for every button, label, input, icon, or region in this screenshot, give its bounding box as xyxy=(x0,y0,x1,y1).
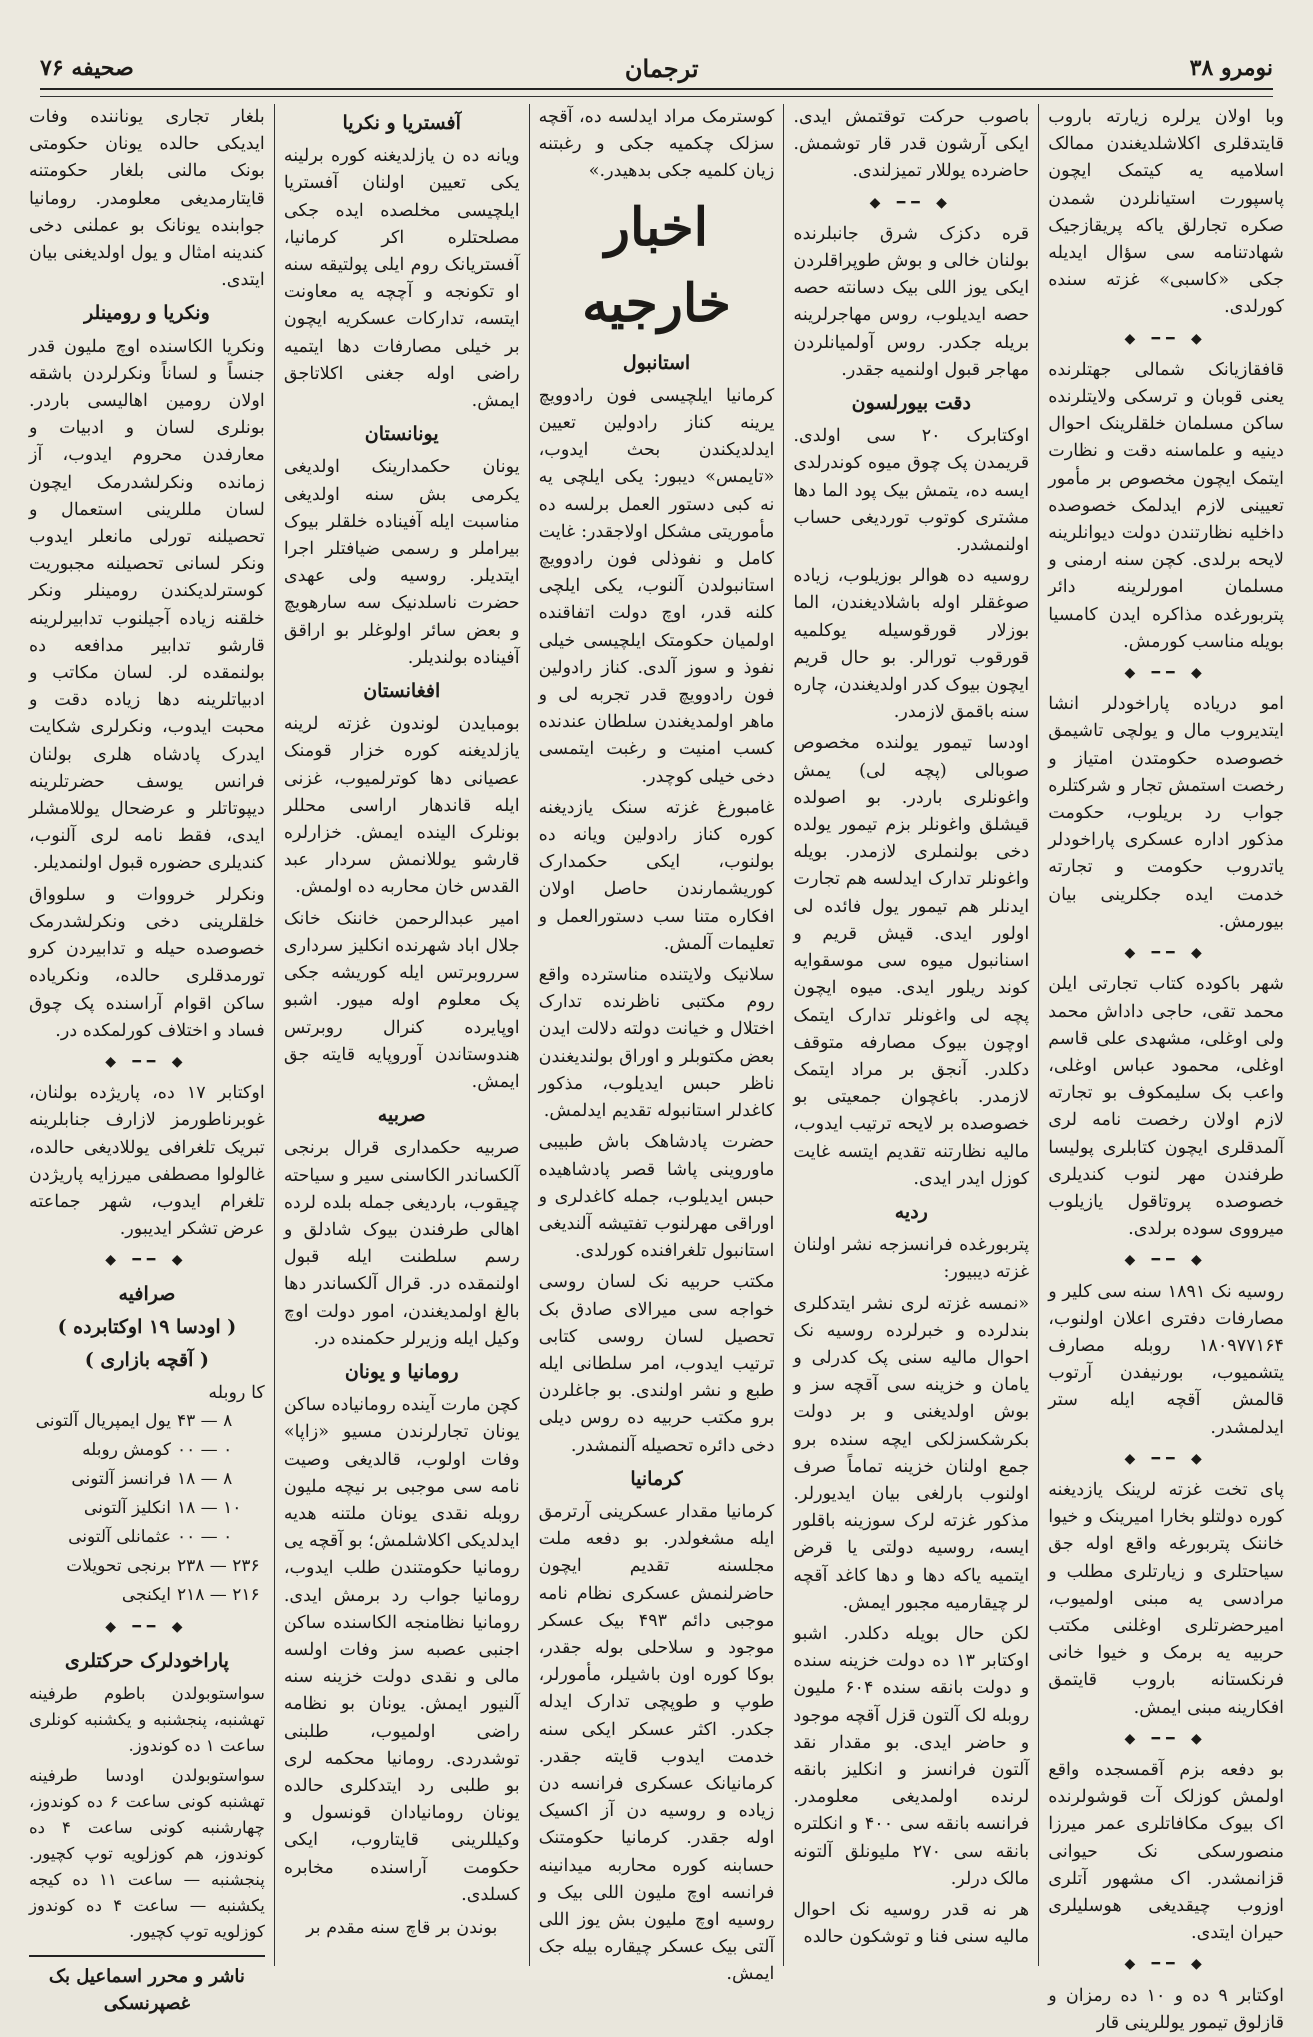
rate-name: کومش روبله xyxy=(82,1440,172,1461)
paragraph: سلانیک ولایتنده مناسترده واقع روم مکتبی ناظرنده تدارک اختلال و خیانت دولته دلالت ایدن بعض مکتوبلر و اوراق بولندیغندن ناظر حبس ایدیلوب، مذکور کاغدلر استانبوله تقدیم ایدلمش. xyxy=(538,965,775,1122)
paragraph: کرمانیا مقدار عسکرینی آرترمق ایله مشغولدر. بو دفعه ملت مجلسنه تقدیم ایچون حاضرلنمش عسکری نظام نامه موجبی دائم ۴۹۳ بیک عسکر موجود و سلاحلی بوله جقدر، بوکا کوره اون باشیلر، مأمورلر، طوپ و طوپچی تدارک ایدله جکدر. اکثر عسکر ایکی سنه خدمت ایدوب قایته جقدر. کرمانیانک عسکری فرانسه دن زیاده و روسیه دن آز اکسیک اوله جقدر. کرمانیا حکومتنک حسابنه کوره محاربه میدانینه فرانسه اوچ ملیون اللی بیک و روسیه اوچ ملیون بش یوز اللی آلتی بیک عسکر چیقاره بیله جک ایمش. xyxy=(538,1501,775,1985)
issue-number: نومرو ۳۸ xyxy=(1189,55,1273,81)
paragraph: پای تخت غزته لرینک یازدیغنه کوره دولتلو بخارا امیرینک و خیوا خاننک پتربورغه واقع اوله جق سیاحتلری و زیارتلری مطلب و مرادسی یه مبنی اولمیوب، امیرحضرتلری اوغلنی مکتب حربیه یه برمک و خیوا خانی فرنکستانه باروب قایتمق افکارینه مبنی ایمش. xyxy=(1048,1479,1284,1718)
separator: ◆ ━━ ◆ xyxy=(1124,1450,1208,1467)
table-row xyxy=(29,1523,265,1552)
separator: ◆ ━━ ◆ xyxy=(1124,1956,1208,1973)
paragraph: کچن مارت آینده رومانیاده ساکن یونان تجارلرندن مسیو «زاپا» وفات اولوب، قالدیغی وصیت نامه سی موجبی بر نیچه ملیون روبله نقدی یونان ملتنه هدیه ایدلدیکی اکلاشلمش؛ بو آقچه یی رومانیا حکومتندن طلب ایدوب، رومانیا جواب رد برمش ایدی. رومانیا نظامنجه الکاسنده ساکن اجنبی عصبه سز وفات اولسه مالی و نقدی دولت خزینه سنه آلنیور ایمش. یونان بو نظامه راضی اولمیوب، طلبنی توشدردی. رومانیا محکمه لری بو طلبی رد ایتدکلری حالده یونان رومانیادان قونسول و وکیللرینی قایتاروب، ایکی حکومت آراسنده مخابره کسلدی. xyxy=(283,1395,520,1905)
paragraph: هر نه قدر روسیه نک احوال مالیه سنی فنا و توشکون حالده xyxy=(793,1900,1030,1948)
paragraph: شهر باکوده کتاب تجارتی ایلن محمد تقی، حاجی داداش محمد ولی اوغلی، مشهدی علی قاسم اوغلی، محمود عباس اوغلی، واعب بک سلیمکوف بو تجارته لازم اولان رخصت نامه لری آلمدقلری ایچون کتابلری پولیسا طرفندن مهر لنوب کندیلری خصوصده پروتاقول یازیلوب میرووی سوده برلدی. xyxy=(1048,974,1284,1240)
section-headline: اخبار خارجیه xyxy=(582,196,731,334)
paragraph: قره دکزک شرق جانبلرنده بولنان خالی و بوش طوپراقلردن ایکی یوز اللی بیک دسانته حصه حصه ایدیلوب، روس مهاجرلرینه بریله جکدر. روس آولمیانلردن مهاجر قبول اولنمیه جقدر. xyxy=(793,223,1030,380)
table-row xyxy=(29,1407,265,1436)
paragraph: مکتب حربیه نک لسان روسی خواجه سی میرالای صادق بک تحصیل لسان روسی کتابی ترتیب ایدوب، امر سلطانی ایله طبع و نشر اولندی. بو جاغلردن برو مکتب حربیه ده روس دیلی دخی دائره تحصیله آلنمشدر. xyxy=(538,1272,775,1456)
paragraph: پتربورغده فرانسزجه نشر اولنان غزته دیبیور: xyxy=(793,1235,1030,1283)
paragraph: قافقازیانک شمالی جهتلرنده یعنی قوبان و ترسکی ولایتلرنده ساکن مسلمان خلقلرینک احوال دینیه و علماسنه دقت و نظارت ایتمک ایچون مخصوص بر مأمور تعیینی لازم ایدلمک خصوصده داخلیه نظارتندن دولت دیوانلرینه لایحه برلدی. کچن سنه ارمنی و مسلمان امورلرینه دائر پتربورغده مذاکره ایدن کامسیا بویله مناسب کورمش. xyxy=(1048,359,1284,652)
column-5 xyxy=(20,104,274,2014)
section-heading: دقت بیورلسون xyxy=(851,392,971,415)
section-heading: آفستریا و نکریا xyxy=(342,112,461,134)
rate-value: ۲۳۸ — ۲۳۶ xyxy=(177,1556,260,1577)
page-number: صحیفه ۷۶ xyxy=(40,55,134,81)
paragraph: صربیه حکمداری قرال برنجی آلکساندر الکاسنی سیر و سیاحته چیقوب، باردیغی جمله بلده لرده اهالی طرفندن بیوک شادلق و رسم سلطنت ایله قبول اولنمقده در. قرال آلکساندر دها بالغ اولمدیغندن، امور دولت اوچ وکیل ایله وزیرلر حکمنده در. xyxy=(283,1138,520,1349)
table-row xyxy=(29,1494,265,1523)
paragraph: سواستوبولدن اودسا طرفینه تهشنبه کونی ساعت ۶ ده کوندوز، چهارشنبه کونی ساعت ۴ ده کوندوز، هم کوزلویه توپ کچیور. پنجشنبه — ساعت ۱۱ ده کیجه یکشنبه — ساعت ۴ ده کوندوز کوزلویه توپ کچیور. xyxy=(29,1765,265,1941)
separator: ◆ ━━ ◆ xyxy=(1124,945,1208,962)
paragraph: «نمسه غزته لری نشر ایتدکلری بندلرده و خبرلرده روسیه نک احوال مالیه سنی پک کدرلی و یامان و خزینه سی آقچه سز و بوش اولدیغنی و بر دولت بکرشکسزلکی ایچه سنده برو جمع اولنان خزینه تماماً صرف اولنوب بارلغی بیان ایدیورلر. مذکور غزته لرک سوزینه باقلور ایسه، روسیه دولتی یا قرض ایتمیه یاکه دها و دها کاغد آقچه لر چیقارمیه مجبور ایمش. xyxy=(793,1293,1030,1613)
paragraph: امو دریاده پاراخودلر انشا ایتدیروب مال و یولچی تاشیمق خصوصده حکومتدن امتیاز و رخصت استمش تجار و شرکتلره جواب رد بریلوب، حکومت مذکور اداره عسکری پاراخودلر یاتدروب حکومت و تجارته خدمت ایده جکلرینی بیان بیورمش. xyxy=(1048,694,1284,932)
section-heading: صرافیه xyxy=(118,1282,176,1305)
separator: ◆ ━━ ◆ xyxy=(1124,1730,1208,1747)
paragraph: کوسترمک مراد ایدلسه ده، آقچه سزلک چکمیه جکی و رغبتنه زیان کلمیه جکی بدهیدر.» xyxy=(538,107,775,182)
table-row xyxy=(29,1436,265,1465)
separator: ◆ ━━ ◆ xyxy=(1124,1252,1208,1269)
paragraph: لکن حال بویله دکلدر. اشبو اوکتابر ۱۳ ده دولت خزینه سنده و دولت بانقه سنده ۶۰۴ ملیون روبله لک آلتون قزل آقچه موجود و حاضر ایدی. بو مقدار نقد آلتون فرانسز و انکلیز بانقه لرنده اولمدیغی معلومدر. فرانسه بانقه سی ۴۰۰ و انکلتره بانقه سی ۲۷۰ ملیونلق آلتونه مالک درلر. xyxy=(793,1623,1030,1889)
rate-name: یول ایمپریال آلتونی xyxy=(35,1411,172,1432)
section-heading: یونانستان xyxy=(364,423,439,446)
columns xyxy=(20,104,1293,2033)
rate-value: ۱۸ — ۱۰ xyxy=(177,1498,242,1519)
paragraph: بومبایدن لوندون غزته لرینه یازلدیغنه کوره خزار قومنک عصیانی دها کوترلمیوب، غزنی ایله قاندهار اراسی محللر بونلرک الینده ایمش. خزارلره قارشو یوللانمش سردار عبد القدس خان محاربه ده اولمش. xyxy=(283,714,520,898)
header-rule-thin xyxy=(40,96,1273,97)
paragraph: کرمانیا ایلچیسی فون رادوویچ یرینه کناز رادولین تعیین ایدلدیکندن بحث ایدوب، «تایمس» دیبور: یکی ایلچی یه نه کبی دستور العمل برلسه ده مأموریتی مشکل اولاجقدر: غایت کامل و نفوذلی فون رادوویچ استانبولدن آلنوب، یکی ایلچی کلنه قدر، اوچ دولت اتفاقنده اولمیان حکومتک ایلچیسی خیلی نفوذ و سوز آلدی. کناز رادولین فون رادوویچ قدر تجربه لی و ماهر اولمدیغندن سلطان عندنده کسب امنیت و رغبت ایتمسی دخی خیلی کوچدر. xyxy=(538,385,775,787)
rate-name: ایکنجی xyxy=(121,1585,172,1606)
column-4 xyxy=(274,104,529,1966)
section-heading: افغانستان xyxy=(363,680,441,703)
publisher-imprint: ناشر و محرر اسماعیل بک غصپرنسکی xyxy=(29,1955,265,2017)
column-1 xyxy=(1038,104,1293,2033)
paragraph: یونان حکمدارینک اولدیغی یکرمی بش سنه اولدیغی مناسبت ایله آفیناده خلقلر بیوک بیراملر و رسمی ضیافتلر اجرا ایتدیلر. روسیه ولی عهدی حضرت ناسلدنیک سه سارهویچ و بعض سائر اولوغلر بو اراقق آفیناده بولندیلر. xyxy=(283,457,520,668)
paragraph: غامبورغ غزته سنک یازدیغنه کوره کناز رادولین ویانه ده بولنوب، ایکی حکمدارک کوریشمارندن حاصل اولان افکاره متنا سب دستورالعمل و تعلیمات آلمش. xyxy=(538,797,775,954)
table-row xyxy=(29,1552,265,1581)
paragraph: ونکرلر خرووات و سلوواق خلقلرینی دخی ونکرلشدرمک خصوصده حیله و تدابیردن کرو تورمدقلری حالده، ونکریاده ساکن اقوام آراسنده پک چوق فساد و اختلاف کورلمکده در. xyxy=(29,884,265,1041)
section-heading: رومانیا و یونان xyxy=(344,1360,459,1383)
table-row xyxy=(29,1465,265,1494)
section-heading: پاراخودلرک حرکتلری xyxy=(64,1649,229,1672)
paragraph: روسیه نک ۱۸۹۱ سنه سی کلیر و مصارفات دفتری اعلان اولنوب، ۱۸۰۹۷۷۱۶۴ روبله مصارف یتشمیوب، بورنیفدن آرتوب قالمش آقچه ایله ستر ایدلمشدر. xyxy=(1048,1281,1284,1438)
page-header xyxy=(40,48,1273,88)
newspaper-title: ترجمان xyxy=(624,53,699,83)
paragraph: باصوب حرکت توقتمش ایدی. ایکی آرشون قدر قار توشمش. حاضرده یوللار تمیزلندی. xyxy=(793,107,1030,182)
rates-unit: کا روبله xyxy=(208,1383,265,1404)
paragraph: حضرت پادشاهک باش طبیبی ماوروینی پاشا قصر پادشاهیده حبس ایدیلوب، جمله کاغدلری و اوراقی مهرلنوب تفتیشه آلندیغی استانبول تلغرافنده کورلدی. xyxy=(538,1132,775,1262)
rates-date: ( اودسا ۱۹ اوکتابرده ) xyxy=(57,1315,237,1338)
table-row xyxy=(29,1581,265,1610)
footer-line: بوندن بر قاچ سنه مقدم بر xyxy=(306,1918,498,1938)
rate-value: ۱۸ — ۸ xyxy=(177,1469,233,1490)
paragraph: بلغار تجاری یوناننده وفات ایدیکی حالده یونان حکومتی بونک مالنی بلغار حکومتنه قایتارمدیغی معلومدر. رومانیا جوابنده یونانک بو عملنی دخی کندینه امثال و یول اولدیغنی بیان ایتدی. xyxy=(29,107,265,291)
separator: ◆ ━━ ◆ xyxy=(1124,665,1208,682)
section-heading: صربیه xyxy=(377,1104,426,1127)
paragraph: وبا اولان یرلره زیارته باروب قایتدقلری اکلاشلدیغندن ممالک اسلامیه یه کیتمک ایچون پاسپورت استیانلردن شمدن صکره تجارلق یاکه پریقازجیک شهادتنامه سی سؤال ایدیله جکی «کاسبی» غزته سنده کورلدی. xyxy=(1048,107,1284,318)
section-heading: کرمانیا xyxy=(630,1467,683,1490)
rate-name: برنجی تحویلات xyxy=(66,1556,172,1577)
paragraph: اوکتابر ۱۷ ده، پاریژده بولنان، غوبرناطورمز لازارف جنابلرینه تبریک تلغرافی یوللادیغی حالده، غالولوا مصطفی میرزایه پاریژدن تلغرام ایدوب، شهر جماعته عرض تشکر ایدیبور. xyxy=(29,1083,265,1240)
separator: ◆ ━━ ◆ xyxy=(105,1053,189,1070)
rate-value: ۰۰ — ۰ xyxy=(177,1527,233,1548)
rate-name: فرانسز آلتونی xyxy=(71,1469,172,1490)
paragraph: بو دفعه بزم آقمسجده واقع اولمش کوزلک آت قوشولرنده اک بیوک مکافاتلری عمر میرزا منصورسکی نک حیوانی قزانمشدر. اک مشهور آتلری اوزوب چیقدیغی هوسلیلری حیران ایتدی. xyxy=(1048,1759,1284,1944)
paragraph: ویانه ده ن یازلدیغنه کوره برلینه یکی تعیین اولنان آفستریا ایلچیسی مخلصده ایده جکی مصلحتلره اکر کرمانیا، آفستریانک روم ایلی پولتیقه سنه او تکونجه و آچچه یه معاونت ایتسه، تدارکات عسکریه ایچون بر خیلی مصارفات دها ایتمیه راضی اوله جغنی اکلاتاجق ایمش. xyxy=(283,146,520,412)
paragraph: اوکتابرک ۲۰ سی اولدی. قریمدن پک چوق میوه کوندرلدی ایسه ده، یتمش بیک پود الما دها مشتری کوتوب توردیغی حساب اولنمشدر. xyxy=(793,426,1030,556)
paragraph: امیر عبدالرحمن خاننک خانک جلال اباد شهرنده انکلیز سرداری سرروبرتس ایله کوریشه جکی پک معلوم اوله میور. اشبو اوپایرده کنرال روبرتس هندوستاندن آوروپایه قایته جق ایمش. xyxy=(283,908,520,1092)
rate-value: ۴۳ — ۸ xyxy=(177,1411,233,1432)
column-3 xyxy=(529,104,784,1985)
separator: ◆ ━━ ◆ xyxy=(1124,330,1208,347)
exchange-rates-table xyxy=(29,1407,265,1610)
paragraph: اودسا تیمور یولنده مخصوص صوبالی (پچه لی) یمش واغونلری باردر. بو اصولده قیشلق واغونلر بزم تیمور یولده دخی بولنملری لازمدر. بویله واغونلر تدارک ایدلسه هم تجارت ایدنلر هم تیمور یول فائده لی اولور ایدی. قیش قریم و اسنانبول میوه سی موسقوایه کوند ریلور ایدی. میوه ایچون پچه لی واغونلر تدارک ایتمک اوچون بیوک مصارفه متوقف دکلدر. آنجق بر مراد ایتمک لازمدر. باغچوان جمعیتی بو خصوصده بر لایحه ترتیب ایدوب، مالیه نظارتنه تقدیم ایتسه غایت کوزل ایدر ایدی. xyxy=(793,733,1030,1189)
column-2 xyxy=(783,104,1038,1966)
rate-name: انکلیز آلتونی xyxy=(83,1498,172,1519)
rate-value: ۰۰ — ۰ xyxy=(177,1440,233,1461)
paragraph: سواستوبولدن باطوم طرفینه تهشنبه، پنجشنبه و یکشنبه کونلری ساعت ۱ ده کوندوز. xyxy=(29,1683,265,1755)
section-heading: استانبول xyxy=(622,351,691,374)
paragraph: ونکریا الکاسنده اوچ ملیون قدر جنساً و لساناً ونکرلردن باشقه اولان رومین اهالیسی باردر. بونلری لسان و ادبیات و معارفدن محروم ایدوب، آز زمانده ونکرلشدرمک ایچون لسان مللرینی استعمال و تحصیلنه تورلی مانعلر ایدوب ونکر لسانی تحصیلنه مجبوریت کوسترلدیکندن رومینلر ونکر خلقنه زیاده آجیلنوب تدابیرلرینه قارشو تدابیر مدافعه ده بولنمقده لر. لسان مکاتب و ادبیاتلرینه دها زیاده دقت و محبت ایدوب، ونکرلری شکایت ایدرک پادشاه هلری بولنان فرانس یوسف حضرتلرینه دیپوتاتلر و عرضحال یوللامشلر ایدی، فقط نامه لری آلنوب، کندیلری حضوره قبول اولنمدیلر. xyxy=(29,336,265,874)
rates-market: ( آقچه بازاری ) xyxy=(84,1348,210,1371)
rate-value: ۲۱۸ — ۲۱۶ xyxy=(177,1585,260,1606)
separator: ◆ ━━ ◆ xyxy=(869,194,953,211)
header-rule xyxy=(40,88,1273,90)
separator: ◆ ━━ ◆ xyxy=(105,1619,189,1636)
section-heading: ونکریا و رومینلر xyxy=(84,302,210,325)
paragraph: روسیه ده هوالر بوزیلوب، زیاده صوغقلر اوله باشلادیغندن، الما بوزلار قورقوسیله یوکلمیه قورقوب تورالر. بو حال قریم ایچون بیوک کدر اولدیغندن، چاره سنه باقمق لازمدر. xyxy=(793,566,1030,723)
separator: ◆ ━━ ◆ xyxy=(105,1252,189,1269)
section-heading: ردیه xyxy=(894,1200,928,1223)
paragraph: اوکتابر ۹ ده و ۱۰ ده رمزان و قازلوق تیمور یوللرینی قار xyxy=(1048,1985,1284,2033)
rate-name: عثمانلی آلتونی xyxy=(68,1527,172,1548)
